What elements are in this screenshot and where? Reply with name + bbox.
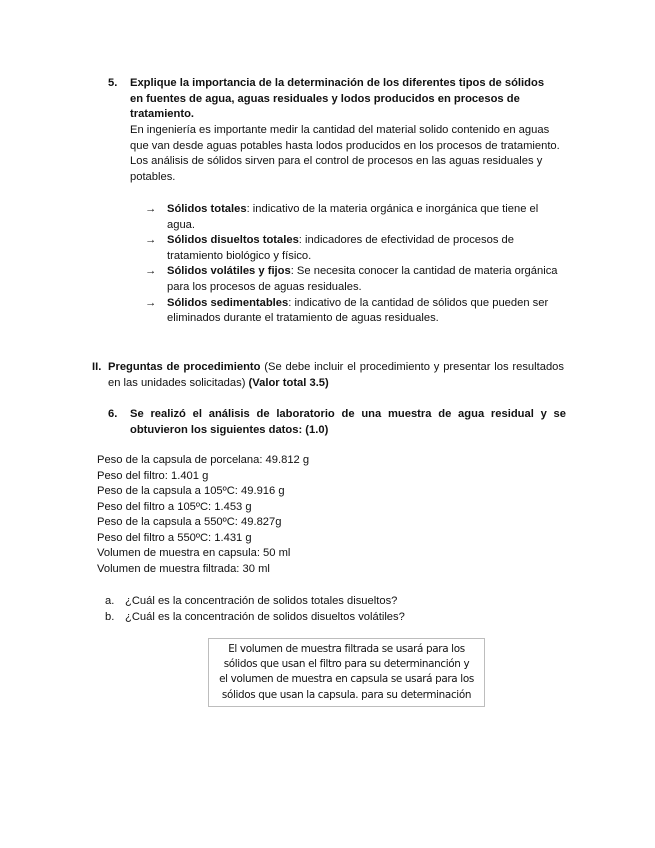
arrow-icon: →: [145, 265, 157, 278]
list-desc: : indicativo de la cantidad de sólidos que pueden ser eliminados durante el tratamiento de aguas residuales.: [167, 296, 549, 325]
sub-question-letter: b.: [105, 610, 115, 623]
data-line: Peso del filtro a 105ºC: 1.453 g: [97, 500, 252, 513]
note-line: el volumen de muestra en capsula se usará para los: [219, 673, 474, 686]
list-term: Sólidos sedimentables: [167, 296, 289, 309]
note-box: [208, 638, 485, 707]
list-desc: : Se necesita conocer la cantidad de materia orgánica para los procesos de aguas residuales.: [167, 265, 558, 293]
list-item: [145, 264, 565, 295]
question-6: [108, 407, 568, 438]
data-line: Volumen de muestra filtrada: 30 ml: [97, 562, 270, 575]
list-term: Sólidos volátiles y fijos: [167, 265, 291, 278]
list-term: Sólidos disueltos totales: [167, 234, 299, 247]
arrow-icon: →: [145, 203, 157, 215]
lab-data-list: [97, 453, 397, 577]
section-2-heading: [92, 360, 565, 391]
sub-question-text: ¿Cuál es la concentración de solidos disueltos volátiles?: [125, 610, 405, 623]
sub-question-text: ¿Cuál es la concentración de solidos totales disueltos?: [125, 595, 398, 607]
answer-paragraph-2: Los análisis de sólidos sirven para el control de procesos en las aguas residuales y potables.: [130, 155, 543, 183]
arrow-icon: →: [145, 234, 157, 247]
data-line: Peso de la capsula a 550ºC: 49.827g: [97, 516, 282, 528]
question-number: 6.: [108, 408, 118, 420]
sub-question-a: [105, 594, 505, 610]
note-line: El volumen de muestra filtrada se usará para los: [228, 643, 465, 655]
sub-questions: [105, 594, 505, 625]
list-item: [145, 296, 565, 327]
answer-5: [130, 123, 570, 185]
data-line: Peso de la capsula a 105ºC: 49.916 g: [97, 485, 285, 497]
data-line: Peso del filtro: 1.401 g: [97, 469, 209, 482]
sub-question-letter: a.: [105, 595, 115, 607]
note-line: sólidos que usan la capsula. para su determinación: [221, 688, 472, 701]
question-5: [108, 76, 568, 123]
section-value: (Valor total 3.5): [245, 376, 329, 389]
arrow-icon: →: [145, 296, 157, 309]
list-desc: : indicativo de la materia orgánica e inorgánica que tiene el agua.: [167, 203, 539, 231]
solids-list: [145, 202, 565, 327]
sub-question-b: [105, 610, 505, 626]
question-text: Se realizó el análisis de laboratorio de una muestra de agua residual y se obtuvieron los siguientes datos: (1.0): [130, 408, 566, 436]
list-term: Sólidos totales: [167, 203, 247, 215]
note-line: sólidos que usan el filtro para su determinanción y: [223, 658, 470, 671]
data-line: Peso del filtro a 550ºC: 1.431 g: [97, 531, 252, 544]
list-desc: : indicadores de efectividad de procesos de tratamiento biológico y físico.: [167, 234, 514, 262]
list-item: [145, 202, 565, 233]
section-number: II.: [92, 361, 102, 373]
data-line: Peso de la capsula de porcelana: 49.812 g: [97, 454, 310, 466]
section-title: Preguntas de procedimiento: [108, 361, 261, 373]
question-text: Explique la importancia de la determinación de los diferentes tipos de sólidos en fuentes de agua, aguas residuales y lodos producidos en procesos de tratamiento.: [130, 77, 545, 121]
answer-paragraph-1: En ingeniería es importante medir la cantidad del material solido contenido en aguas que van desde aguas potables hasta lodos producidos en los procesos de tratamiento.: [130, 124, 560, 152]
section-instructions: (Se debe incluir el procedimiento y presentar los resultados en las unidades solicitadas): [108, 361, 565, 389]
list-item: [145, 233, 565, 264]
data-line: Volumen de muestra en capsula: 50 ml: [97, 547, 291, 559]
question-number: 5.: [108, 77, 118, 89]
